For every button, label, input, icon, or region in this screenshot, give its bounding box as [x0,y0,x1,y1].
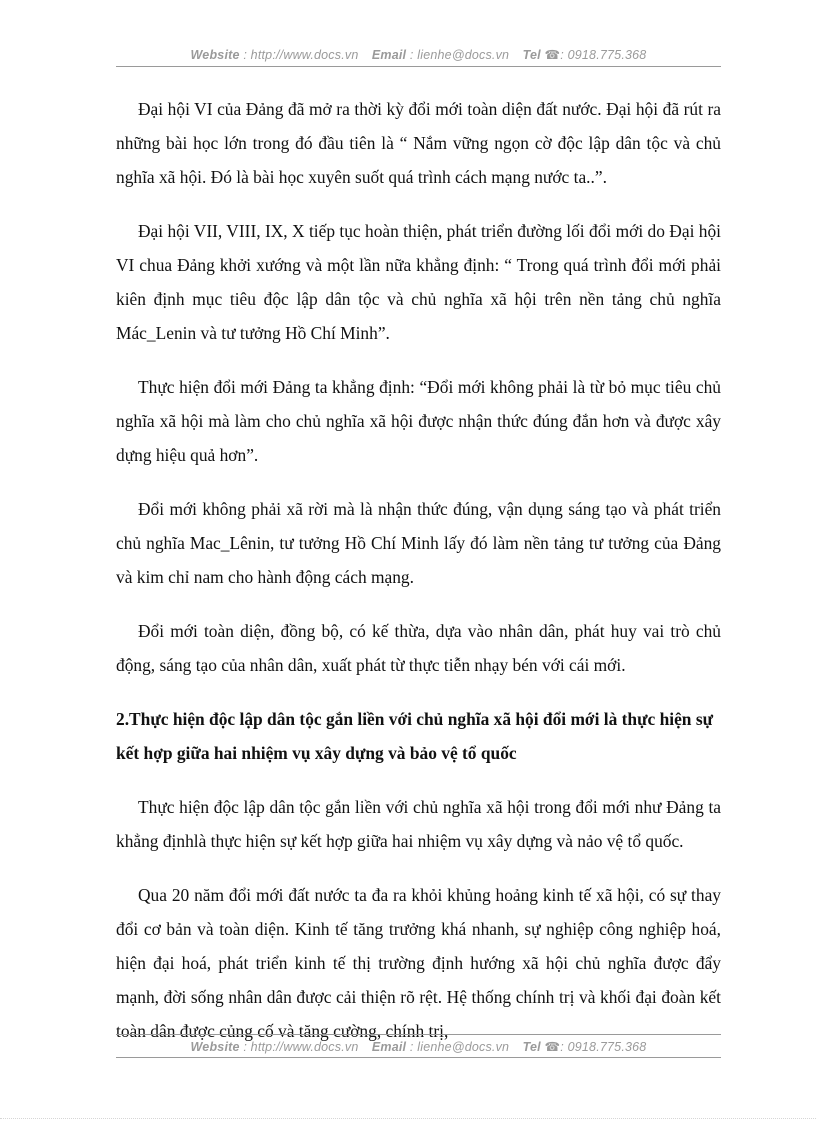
footer-divider [116,1034,721,1035]
page-header [116,47,721,62]
paragraph: Đại hội VII, VIII, IX, X tiếp tục hoàn thiện, phát triển đường lối đổi mới do Đại hội VI chua Đảng khởi xướng và một lần nữa khẳng định: “ Trong quá trình đổi mới phải kiên định mục tiêu độc lập dân tộc và chủ nghĩa xã hội trên nền tảng chủ nghĩa Mác_Lenin và tư tưởng Hồ Chí Minh”. [116,221,721,343]
section-heading: 2.Thực hiện độc lập dân tộc gắn liền với chủ nghĩa xã hội đổi mới là thực hiện sự kết hợp giữa hai nhiệm vụ xây dựng và bảo vệ tổ quốc [116,709,714,763]
paragraph: Đại hội VI của Đảng đã mở ra thời kỳ đổi mới toàn diện đất nước. Đại hội đã rút ra những bài học lớn trong đó đầu tiên là “ Nắm vững ngọn cờ độc lập dân tộc và chủ nghĩa xã hội. Đó là bài học xuyên suốt quá trình cách mạng nước ta..”. [116,99,721,187]
phone-icon: ☎ [544,48,561,62]
tel-value: : 0918.775.368 [560,48,647,62]
phone-icon: ☎ [544,1040,561,1054]
paragraph: Đổi mới toàn diện, đồng bộ, có kế thừa, dựa vào nhân dân, phát huy vai trò chủ động, sáng tạo của nhân dân, xuất phát từ thực tiễn nhạy bén với cái mới. [116,621,721,675]
email-label: Email [371,1040,407,1054]
website-label: Website [190,1040,240,1054]
website-value: : http://www.docs.vn [243,48,359,62]
tel-label: Tel [522,1040,541,1054]
email-value: : lienhe@docs.vn [409,48,510,62]
website-label: Website [190,48,240,62]
email-label: Email [371,48,407,62]
page-edge-dotted-line [0,1118,816,1119]
paragraph: Qua 20 năm đổi mới đất nước ta đa ra khỏi khủng hoảng kinh tế xã hội, có sự thay đổi cơ bản và toàn diện. Kinh tế tăng trưởng khá nhanh, sự nghiệp công nghiệp hoá, hiện đại hoá, phát triển kinh tế thị trường định hướng xã hội chủ nghĩa được đẩy mạnh, đời sống nhân dân được cải thiện rõ rệt. Hệ thống chính trị và khối đại đoàn kết toàn dân được củng cố và tăng cường, chính trị, [116,885,721,1041]
tel-value: : 0918.775.368 [560,1040,647,1054]
paragraph: Thực hiện đổi mới Đảng ta khẳng định: “Đổi mới không phải là từ bỏ mục tiêu chủ nghĩa xã hội mà làm cho chủ nghĩa xã hội được nhận thức đúng đắn hơn và được xây dựng hiệu quả hơn”. [116,377,721,465]
paragraph: Thực hiện độc lập dân tộc gắn liền với chủ nghĩa xã hội trong đổi mới như Đảng ta khẳng địnhlà thực hiện sự kết hợp giữa hai nhiệm vụ xây dựng và nảo vệ tổ quốc. [116,797,721,851]
footer-bottom-divider [116,1057,721,1058]
email-value: : lienhe@docs.vn [409,1040,510,1054]
tel-label: Tel [522,48,541,62]
header-divider [116,66,721,67]
document-body [116,92,721,1068]
page-footer [116,1039,721,1054]
website-value: : http://www.docs.vn [243,1040,359,1054]
paragraph: Đổi mới không phải xã rời mà là nhận thức đúng, vận dụng sáng tạo và phát triển chủ nghĩa Mac_Lênin, tư tưởng Hồ Chí Minh lấy đó làm nền tảng tư tưởng của Đảng và kim chỉ nam cho hành động cách mạng. [116,499,721,587]
